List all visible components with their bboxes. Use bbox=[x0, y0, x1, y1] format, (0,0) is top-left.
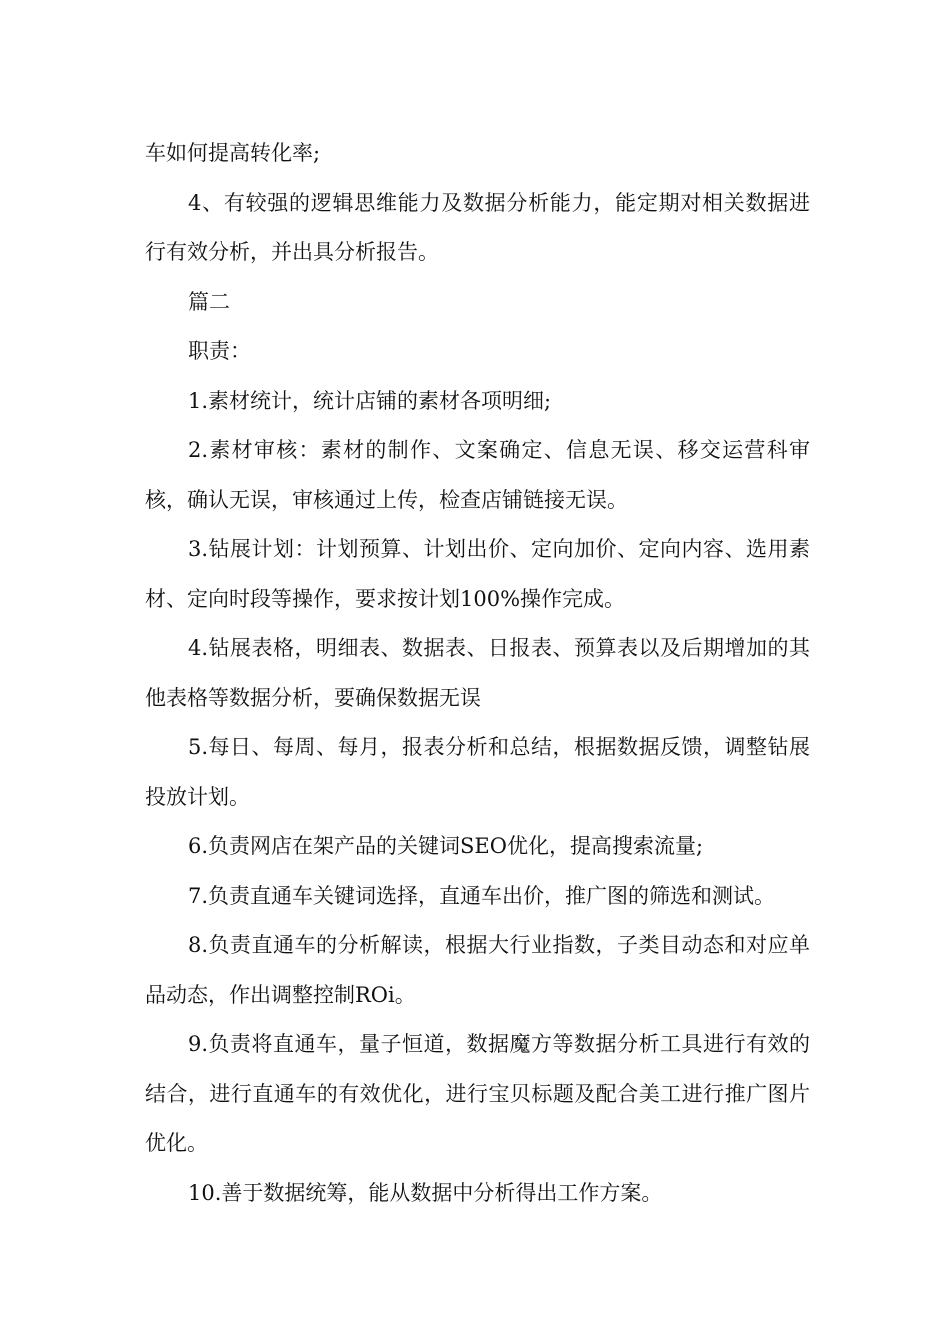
duty-item-3: 3.钻展计划：计划预算、计划出价、定向加价、定向内容、选用素材、定向时段等操作，要求按计划100%操作完成。 bbox=[145, 537, 810, 611]
duty-item-8: 8.负责直通车的分析解读，根据大行业指数，子类目动态和对应单品动态，作出调整控制ROi。 bbox=[145, 933, 810, 1007]
duty-item-9: 9.负责将直通车，量子恒道，数据魔方等数据分析工具进行有效的结合，进行直通车的有效优化，进行宝贝标题及配合美工进行推广图片优化。 bbox=[145, 1032, 810, 1155]
duty-item-5: 5.每日、每周、每月，报表分析和总结，根据数据反馈，调整钻展投放计划。 bbox=[145, 735, 810, 809]
duty-item-6: 6.负责网店在架产品的关键词SEO优化，提高搜索流量; bbox=[188, 834, 704, 858]
duty-item-2: 2.素材审核：素材的制作、文案确定、信息无误、移交运营科审核，确认无误，审核通过上传，检查店铺链接无误。 bbox=[145, 438, 810, 512]
section-heading: 篇二 bbox=[188, 289, 230, 314]
duty-item-4: 4.钻展表格，明细表、数据表、日报表、预算表以及后期增加的其他表格等数据分析，要确保数据无误 bbox=[145, 636, 810, 710]
duty-item-10: 10.善于数据统筹，能从数据中分析得出工作方案。 bbox=[188, 1180, 663, 1205]
duty-item-1: 1.素材统计，统计店铺的素材各项明细; bbox=[188, 388, 552, 413]
document-body bbox=[145, 129, 810, 1218]
duty-item-7: 7.负责直通车关键词选择，直通车出价，推广图的筛选和测试。 bbox=[188, 883, 776, 908]
paragraph-1: 车如何提高转化率; bbox=[145, 141, 321, 165]
duties-label: 职责： bbox=[188, 339, 251, 363]
paragraph-2: 4、有较强的逻辑思维能力及数据分析能力，能定期对相关数据进行有效分析，并出具分析报告。 bbox=[145, 190, 810, 264]
